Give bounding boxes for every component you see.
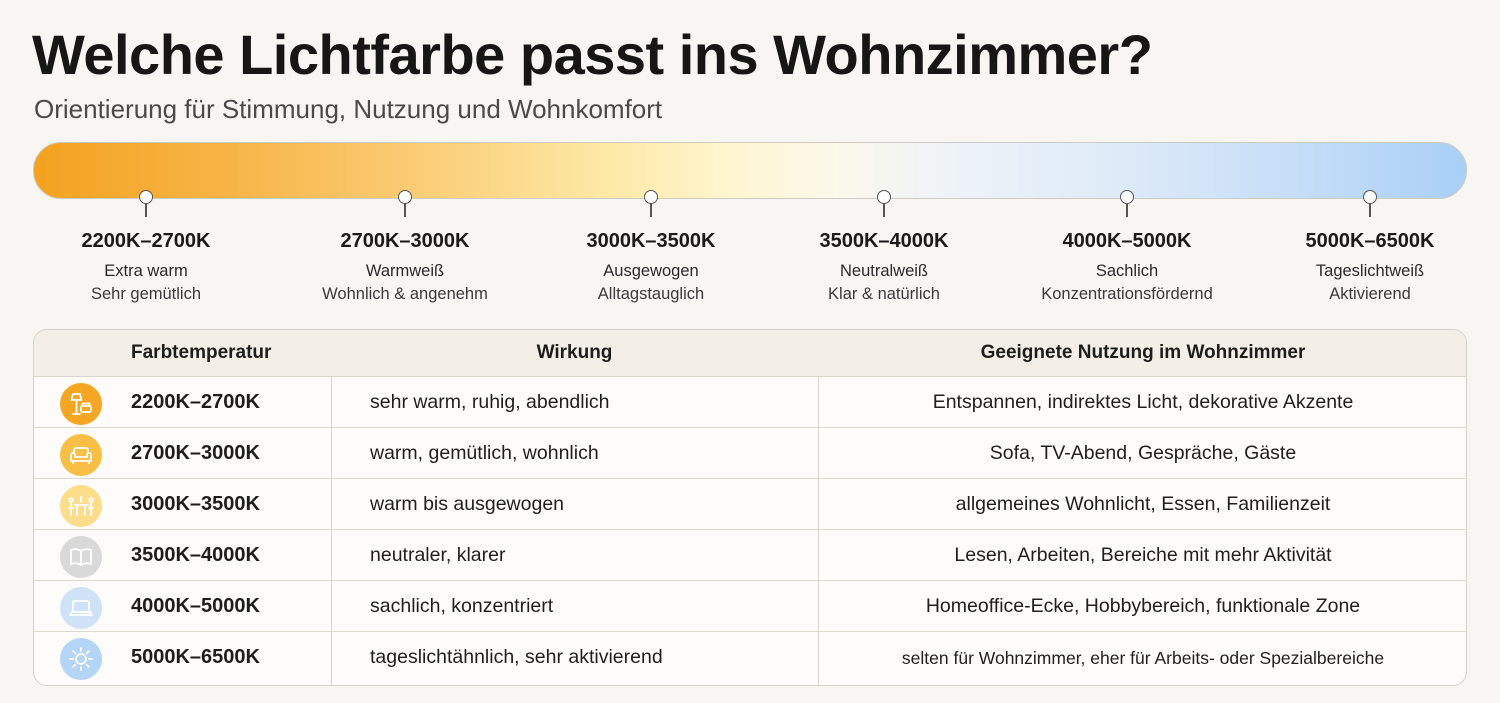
stop-desc: Alltagstauglich <box>597 285 705 303</box>
stop-marker <box>139 190 153 204</box>
spectrum-stop <box>285 190 525 304</box>
stop-range: 3000K–3500K <box>586 230 716 252</box>
spectrum-stop <box>1250 190 1490 304</box>
row-effect: tageslichtähnlich, sehr aktivierend <box>370 646 663 668</box>
row-use: Lesen, Arbeiten, Bereiche mit mehr Aktivität <box>954 544 1332 566</box>
stop-marker <box>644 190 658 204</box>
stop-desc: Konzentrationsfördernd <box>1041 285 1213 303</box>
book-icon <box>60 536 102 578</box>
stop-name: Tageslichtweiß <box>1315 262 1425 280</box>
row-range: 3000K–3500K <box>131 493 260 515</box>
stop-range: 2200K–2700K <box>81 230 211 252</box>
comparison-table <box>33 329 1467 686</box>
row-use: Sofa, TV-Abend, Gespräche, Gäste <box>989 442 1297 464</box>
table-header <box>34 330 1466 377</box>
stop-desc: Wohnlich & angenehm <box>322 285 488 303</box>
table-row <box>34 632 1466 683</box>
table-row <box>34 530 1466 581</box>
stop-name: Warmweiß <box>365 262 445 280</box>
stop-range: 3500K–4000K <box>819 230 949 252</box>
stop-name: Ausgewogen <box>603 262 699 280</box>
table-row <box>34 428 1466 479</box>
table-row <box>34 377 1466 428</box>
spectrum-stop <box>764 190 1004 304</box>
spectrum-stop <box>1007 190 1247 304</box>
row-range: 5000K–6500K <box>131 646 260 668</box>
row-use: selten für Wohnzimmer, eher für Arbeits- oder Spezialbereiche <box>901 648 1385 668</box>
row-use: Homeoffice-Ecke, Hobbybereich, funktionale Zone <box>925 595 1361 617</box>
row-use: Entspannen, indirektes Licht, dekorative Akzente <box>932 391 1354 413</box>
row-effect: warm, gemütlich, wohnlich <box>370 442 599 464</box>
stop-desc: Sehr gemütlich <box>90 285 202 303</box>
row-range: 2700K–3000K <box>131 442 260 464</box>
page-subtitle: Orientierung für Stimmung, Nutzung und Wohnkomfort <box>34 94 663 124</box>
stop-desc: Aktivierend <box>1329 285 1411 303</box>
row-range: 2200K–2700K <box>131 391 260 413</box>
table-row <box>34 581 1466 632</box>
page-title: Welche Lichtfarbe passt ins Wohnzimmer? <box>32 23 1153 86</box>
dining-table-icon <box>60 485 102 527</box>
floor-lamp-icon <box>60 383 102 425</box>
header-effect: Wirkung <box>536 342 613 363</box>
stop-range: 5000K–6500K <box>1305 230 1435 252</box>
stop-name: Extra warm <box>104 262 188 280</box>
sofa-icon <box>60 434 102 476</box>
stop-range: 4000K–5000K <box>1062 230 1192 252</box>
table-row <box>34 479 1466 530</box>
stop-range: 2700K–3000K <box>340 230 470 252</box>
row-range: 4000K–5000K <box>131 595 260 617</box>
row-range: 3500K–4000K <box>131 544 260 566</box>
header-temperature: Farbtemperatur <box>131 342 272 363</box>
stop-marker <box>398 190 412 204</box>
spectrum-stop <box>26 190 266 304</box>
row-effect: neutraler, klarer <box>370 544 506 566</box>
stop-name: Sachlich <box>1095 262 1159 280</box>
row-effect: sehr warm, ruhig, abendlich <box>370 391 610 413</box>
header-use: Geeignete Nutzung im Wohnzimmer <box>980 342 1306 363</box>
stop-name: Neutralweiß <box>839 262 929 280</box>
row-effect: sachlich, konzentriert <box>370 595 554 617</box>
spectrum-stop <box>531 190 771 304</box>
row-use: allgemeines Wohnlicht, Essen, Familienzeit <box>955 493 1331 515</box>
stop-marker <box>877 190 891 204</box>
stop-marker <box>1120 190 1134 204</box>
sun-icon <box>60 638 102 680</box>
stop-marker <box>1363 190 1377 204</box>
stop-desc: Klar & natürlich <box>828 285 940 303</box>
row-effect: warm bis ausgewogen <box>370 493 565 515</box>
laptop-icon <box>60 587 102 629</box>
